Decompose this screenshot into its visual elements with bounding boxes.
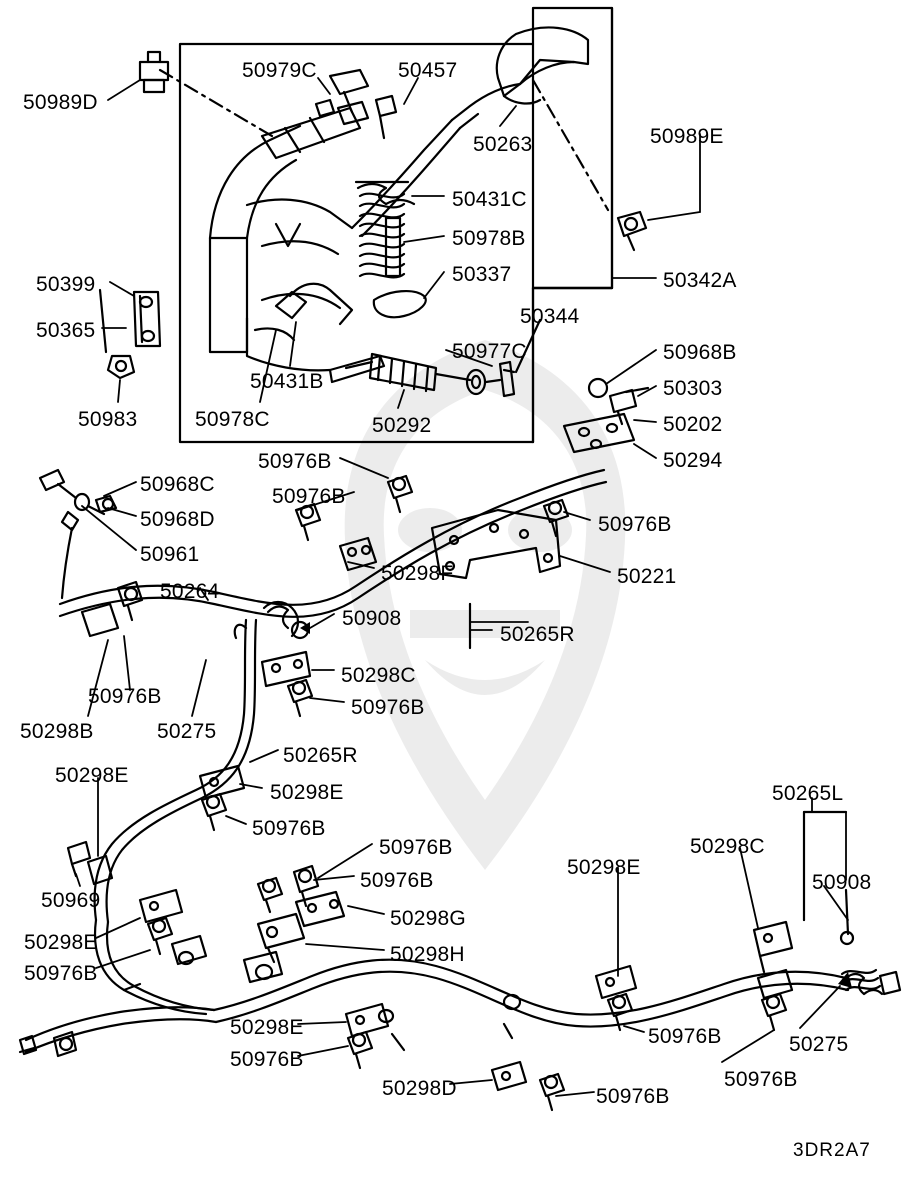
part-label-50976b[interactable]: 50976B (88, 685, 162, 708)
part-label-50976b[interactable]: 50976B (272, 485, 346, 508)
part-label-50344[interactable]: 50344 (520, 305, 580, 328)
part-label-50275[interactable]: 50275 (789, 1033, 849, 1056)
part-label-50989e[interactable]: 50989E (650, 125, 724, 148)
part-label-50298b[interactable]: 50298B (20, 720, 94, 743)
part-label-50431c[interactable]: 50431C (452, 188, 527, 211)
part-label-50978c[interactable]: 50978C (195, 408, 270, 431)
sheet-code: 3DR2A7 (793, 1140, 871, 1161)
part-label-50298c[interactable]: 50298C (341, 664, 416, 687)
part-label-50989d[interactable]: 50989D (23, 91, 98, 114)
part-label-50298h[interactable]: 50298H (390, 943, 465, 966)
part-label-50298e[interactable]: 50298E (230, 1016, 304, 1039)
part-label-50298e[interactable]: 50298E (270, 781, 344, 804)
part-label-50298e[interactable]: 50298E (24, 931, 98, 954)
part-label-50265l[interactable]: 50265L (772, 782, 844, 805)
part-label-50431b[interactable]: 50431B (250, 370, 324, 393)
part-label-50265r[interactable]: 50265R (500, 623, 575, 646)
part-label-50457[interactable]: 50457 (398, 59, 458, 82)
part-label-50976b[interactable]: 50976B (596, 1085, 670, 1108)
part-label-50908[interactable]: 50908 (342, 607, 402, 630)
part-label-50976b[interactable]: 50976B (258, 450, 332, 473)
part-label-50976b[interactable]: 50976B (724, 1068, 798, 1091)
part-label-50976b[interactable]: 50976B (379, 836, 453, 859)
part-label-50976b[interactable]: 50976B (360, 869, 434, 892)
part-label-50202[interactable]: 50202 (663, 413, 723, 436)
part-label-50977c[interactable]: 50977C (452, 340, 527, 363)
part-label-50961[interactable]: 50961 (140, 543, 200, 566)
part-label-50365[interactable]: 50365 (36, 319, 96, 342)
part-label-50298g[interactable]: 50298G (390, 907, 466, 930)
part-label-50263[interactable]: 50263 (473, 133, 533, 156)
part-label-50298d[interactable]: 50298D (382, 1077, 457, 1100)
part-label-50221[interactable]: 50221 (617, 565, 677, 588)
part-label-50399[interactable]: 50399 (36, 273, 96, 296)
part-label-50976b[interactable]: 50976B (648, 1025, 722, 1048)
part-label-50976b[interactable]: 50976B (598, 513, 672, 536)
part-label-50292[interactable]: 50292 (372, 414, 432, 437)
part-label-50337[interactable]: 50337 (452, 263, 512, 286)
part-label-50976b[interactable]: 50976B (230, 1048, 304, 1071)
part-label-50976b[interactable]: 50976B (351, 696, 425, 719)
part-label-50979c[interactable]: 50979C (242, 59, 317, 82)
part-label-50298e[interactable]: 50298E (567, 856, 641, 879)
part-label-50298c[interactable]: 50298C (690, 835, 765, 858)
part-label-50968c[interactable]: 50968C (140, 473, 215, 496)
part-label-50264[interactable]: 50264 (160, 580, 220, 603)
part-label-50303[interactable]: 50303 (663, 377, 723, 400)
part-label-50969[interactable]: 50969 (41, 889, 101, 912)
part-label-50298f[interactable]: 50298F (381, 562, 454, 585)
part-label-50976b[interactable]: 50976B (252, 817, 326, 840)
part-label-50908[interactable]: 50908 (812, 871, 872, 894)
part-label-50968d[interactable]: 50968D (140, 508, 215, 531)
part-label-50968b[interactable]: 50968B (663, 341, 737, 364)
part-label-50298e[interactable]: 50298E (55, 764, 129, 787)
part-label-50976b[interactable]: 50976B (24, 962, 98, 985)
part-label-50275[interactable]: 50275 (157, 720, 217, 743)
part-label-50983[interactable]: 50983 (78, 408, 138, 431)
part-label-50265r[interactable]: 50265R (283, 744, 358, 767)
part-label-50978b[interactable]: 50978B (452, 227, 526, 250)
part-label-50342a[interactable]: 50342A (663, 269, 737, 292)
part-label-50294[interactable]: 50294 (663, 449, 723, 472)
